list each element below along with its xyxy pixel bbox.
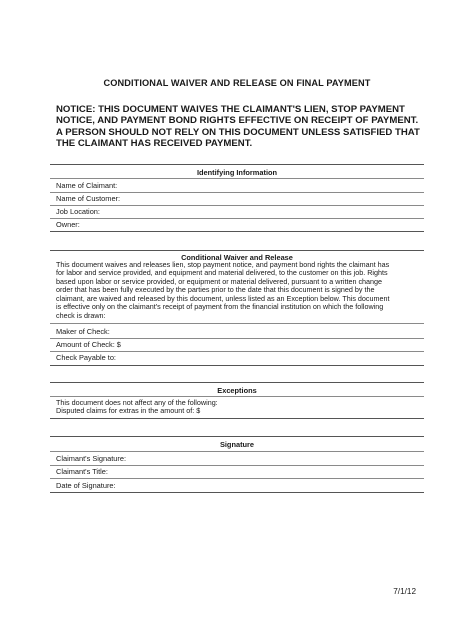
row-divider bbox=[50, 205, 424, 206]
paragraph-line: order that has been fully executed by the parties prior to the date that this document is signed by the bbox=[56, 285, 375, 295]
section-divider bbox=[50, 231, 424, 232]
paragraph-line: is effective only on the claimant's receipt of payment from the financial institution on which the following bbox=[56, 302, 384, 312]
check-payable-to-field[interactable]: Check Payable to: bbox=[56, 353, 116, 362]
notice-line: THE CLAIMANT HAS RECEIVED PAYMENT. bbox=[56, 138, 253, 150]
paragraph-line: This document waives and releases lien, stop payment notice, and payment bond rights the claimant has bbox=[56, 260, 390, 269]
exceptions-text bbox=[56, 399, 420, 416]
claimant-title-field[interactable]: Claimant's Title: bbox=[56, 467, 108, 476]
section-divider bbox=[50, 365, 424, 366]
row-divider bbox=[50, 396, 424, 397]
paragraph-line: claimant, are waived and released by this document, unless listed as an Exception below. This document bbox=[56, 293, 390, 303]
paragraph-line: check is drawn: bbox=[56, 310, 106, 320]
owner-field[interactable]: Owner: bbox=[56, 220, 80, 229]
section-divider bbox=[50, 382, 424, 383]
row-divider bbox=[50, 178, 424, 179]
notice-line: A PERSON SHOULD NOT RELY ON THIS DOCUMENT UNLESS SATISFIED THAT bbox=[56, 126, 420, 138]
notice-line: NOTICE, AND PAYMENT BOND RIGHTS EFFECTIVE ON RECEIPT OF PAYMENT. bbox=[56, 115, 419, 127]
waiver-heading: Conditional Waiver and Release bbox=[181, 253, 293, 262]
section-divider bbox=[50, 436, 424, 437]
claimant-signature-field[interactable]: Claimant's Signature: bbox=[56, 454, 127, 463]
claimant-name-field[interactable]: Name of Claimant: bbox=[56, 181, 118, 190]
section-divider bbox=[50, 492, 424, 493]
amount-of-check-field[interactable]: Amount of Check: $ bbox=[56, 340, 121, 349]
paragraph-line: for labor and service provided, and equipment and material delivered, to the customer on this job. Rights bbox=[56, 268, 388, 278]
section-divider bbox=[50, 164, 424, 165]
row-divider bbox=[50, 218, 424, 219]
customer-name-field[interactable]: Name of Customer: bbox=[56, 194, 121, 203]
row-divider bbox=[50, 465, 424, 466]
notice-block bbox=[56, 104, 436, 150]
section-divider bbox=[50, 418, 424, 419]
exceptions-heading: Exceptions bbox=[217, 386, 257, 395]
identifying-heading: Identifying Information bbox=[196, 168, 278, 177]
row-divider bbox=[50, 338, 424, 339]
notice-line: NOTICE: THIS DOCUMENT WAIVES THE CLAIMANT'S LIEN, STOP PAYMENT bbox=[56, 104, 405, 115]
document-title: CONDITIONAL WAIVER AND RELEASE ON FINAL PAYMENT bbox=[103, 78, 371, 88]
waiver-paragraph bbox=[56, 261, 420, 320]
maker-of-check-field[interactable]: Maker of Check: bbox=[56, 327, 110, 336]
row-divider bbox=[50, 323, 424, 324]
date-of-signature-field[interactable]: Date of Signature: bbox=[56, 481, 116, 490]
row-divider bbox=[50, 478, 424, 479]
row-divider bbox=[50, 351, 424, 352]
disputed-claims-field[interactable]: Disputed claims for extras in the amount of: $ bbox=[56, 406, 201, 416]
paragraph-line: based upon labor or service provided, or equipment or material delivered, pursuant to a written change bbox=[56, 276, 383, 286]
row-divider bbox=[50, 451, 424, 452]
exceptions-line: This document does not affect any of the following: bbox=[56, 398, 218, 407]
row-divider bbox=[50, 192, 424, 193]
section-divider bbox=[50, 250, 424, 251]
signature-heading: Signature bbox=[219, 440, 255, 449]
job-location-field[interactable]: Job Location: bbox=[56, 207, 100, 216]
footer-date: 7/1/12 bbox=[393, 587, 416, 596]
